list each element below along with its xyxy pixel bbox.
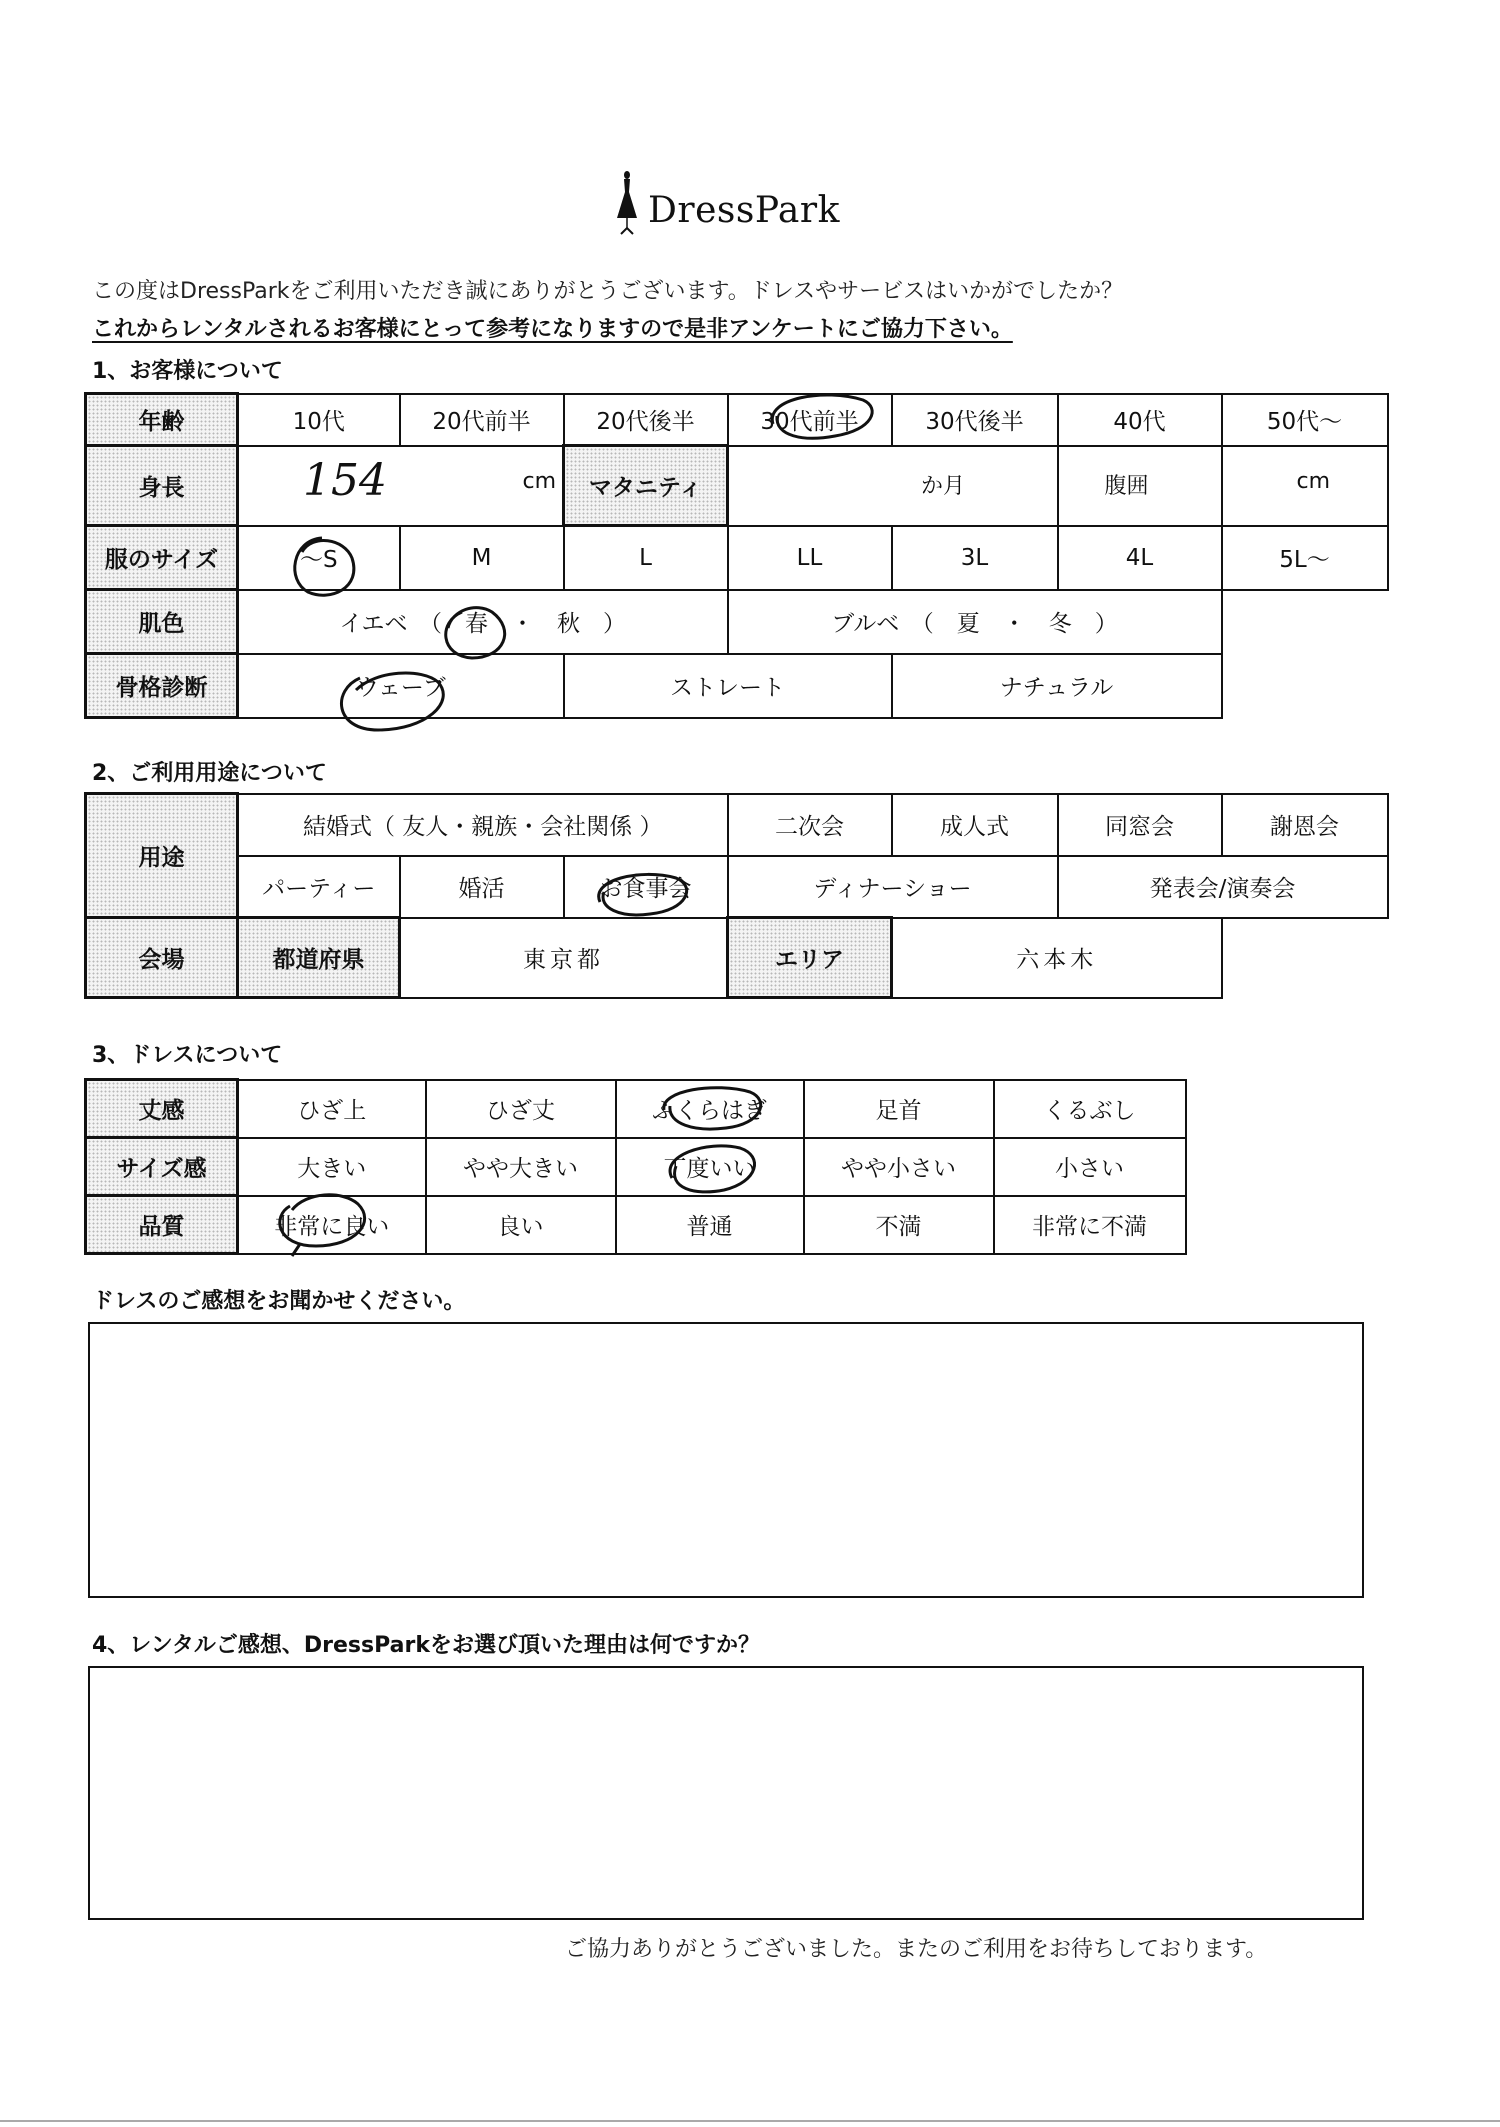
fit-option[interactable]: 大きい [238, 1138, 426, 1196]
impression-prompt: ドレスのご感想をお聞かせください。 [92, 1289, 466, 1314]
intro-greeting: この度はDressParkをご利用いただき誠にありがとうございます。ドレスやサービスはいかがでしたか？ [92, 279, 1124, 304]
maternity-month-field[interactable] [728, 446, 1058, 526]
length-label: 丈感 [86, 1080, 238, 1138]
height-field[interactable] [238, 446, 564, 526]
prefecture-label: 都道府県 [238, 918, 400, 998]
age-label: 年齢 [86, 394, 238, 446]
purpose-option[interactable]: 二次会 [728, 794, 892, 856]
skeleton-option[interactable]: ナチュラル [892, 654, 1222, 718]
scan-edge-line [0, 2120, 1500, 2122]
age-row [86, 394, 1388, 446]
purpose-option-selected[interactable]: お食事会 [564, 856, 728, 918]
quality-option[interactable]: 普通 [616, 1196, 804, 1254]
skeleton-label: 骨格診断 [86, 654, 238, 718]
waist-unit: cm [1296, 468, 1331, 494]
venue-row [86, 918, 1388, 998]
section3-title: 3、ドレスについて [92, 1043, 283, 1068]
quality-option[interactable]: 非常に不満 [994, 1196, 1186, 1254]
age-option[interactable]: 30代後半 [892, 394, 1058, 446]
month-unit: か月 [921, 473, 966, 499]
quality-option-selected[interactable]: 非常に良い [238, 1196, 426, 1254]
length-option-selected[interactable]: ふくらはぎ [616, 1080, 804, 1138]
customer-info-table [84, 392, 1389, 719]
height-value: 154 [303, 454, 387, 506]
usage-table [84, 792, 1389, 999]
quality-row [86, 1196, 1186, 1254]
size-option[interactable]: LL [728, 526, 892, 590]
skin-blue-option[interactable]: ブルベ （ 夏 ・ 冬 ） [728, 590, 1222, 654]
fit-option-selected[interactable]: 丁度いい [616, 1138, 804, 1196]
section4-title: 4、レンタルご感想、DressParkをお選び頂いた理由は何ですか？ [92, 1633, 760, 1658]
size-option[interactable]: M [400, 526, 564, 590]
height-label: 身長 [86, 446, 238, 526]
age-option[interactable]: 20代前半 [400, 394, 564, 446]
size-label: 服のサイズ [86, 526, 238, 590]
purpose-row-2 [86, 856, 1388, 918]
size-option-selected[interactable]: ～S [238, 526, 400, 590]
size-row [86, 526, 1388, 590]
height-row [86, 446, 1388, 526]
blank-cell [1222, 918, 1388, 998]
intro-request: これからレンタルされるお客様にとって参考になりますので是非アンケートにご協力下さい。 [92, 317, 1013, 342]
quality-label: 品質 [86, 1196, 238, 1254]
purpose-option[interactable]: 成人式 [892, 794, 1058, 856]
age-option[interactable]: 50代～ [1222, 394, 1388, 446]
skin-label: 肌色 [86, 590, 238, 654]
size-option[interactable]: 5L～ [1222, 526, 1388, 590]
length-option[interactable]: くるぶし [994, 1080, 1186, 1138]
skin-row [86, 590, 1388, 654]
prefecture-value[interactable]: 東京都 [400, 918, 728, 998]
section1-title: 1、お客様について [92, 359, 283, 384]
height-unit: cm [522, 468, 556, 494]
fit-label: サイズ感 [86, 1138, 238, 1196]
waist-label-cell [1058, 446, 1222, 526]
length-option[interactable]: ひざ丈 [426, 1080, 616, 1138]
size-option[interactable]: 4L [1058, 526, 1222, 590]
skeleton-row [86, 654, 1388, 718]
length-option[interactable]: 足首 [804, 1080, 994, 1138]
dress-feedback-table [84, 1078, 1187, 1255]
waist-label: 腹囲 [1104, 473, 1149, 499]
fit-row [86, 1138, 1186, 1196]
fit-option[interactable]: やや大きい [426, 1138, 616, 1196]
area-value[interactable]: 六本木 [892, 918, 1222, 998]
purpose-row-1 [86, 794, 1388, 856]
purpose-option[interactable]: 婚活 [400, 856, 564, 918]
dresspark-logo [600, 168, 900, 258]
age-option[interactable]: 10代 [238, 394, 400, 446]
impression-textarea[interactable] [88, 1322, 1364, 1598]
section2-title: 2、ご利用用途について [92, 761, 327, 786]
age-option[interactable]: 20代後半 [564, 394, 728, 446]
quality-option[interactable]: 良い [426, 1196, 616, 1254]
age-option[interactable]: 40代 [1058, 394, 1222, 446]
skeleton-option[interactable]: ストレート [564, 654, 892, 718]
size-option[interactable]: 3L [892, 526, 1058, 590]
maternity-label: マタニティ [564, 446, 728, 526]
skin-yellow-option[interactable]: イエベ （ 春 ・ 秋 ） [238, 590, 728, 654]
purpose-option[interactable]: 同窓会 [1058, 794, 1222, 856]
dress-silhouette-icon [612, 168, 642, 246]
quality-option[interactable]: 不満 [804, 1196, 994, 1254]
area-label: エリア [728, 918, 892, 998]
fit-option[interactable]: やや小さい [804, 1138, 994, 1196]
purpose-wedding[interactable]: 結婚式（ 友人・親族・会社関係 ） [238, 794, 728, 856]
age-option-selected[interactable]: 30代前半 [728, 394, 892, 446]
footer-thanks: ご協力ありがとうございました。またのご利用をお待ちしております。 [565, 1937, 1268, 1962]
fit-option[interactable]: 小さい [994, 1138, 1186, 1196]
purpose-option[interactable]: ディナーショー [728, 856, 1058, 918]
blank-cell [1222, 590, 1388, 654]
reason-textarea[interactable] [88, 1666, 1364, 1920]
length-option[interactable]: ひざ上 [238, 1080, 426, 1138]
skeleton-option-selected[interactable]: ウェーブ [238, 654, 564, 718]
size-option[interactable]: L [564, 526, 728, 590]
purpose-option[interactable]: 謝恩会 [1222, 794, 1388, 856]
purpose-label: 用途 [86, 794, 238, 918]
length-row [86, 1080, 1186, 1138]
logo-text: DressPark [648, 190, 840, 231]
purpose-option[interactable]: 発表会/演奏会 [1058, 856, 1388, 918]
waist-field[interactable] [1222, 446, 1388, 526]
purpose-option[interactable]: パーティー [238, 856, 400, 918]
venue-label: 会場 [86, 918, 238, 998]
blank-cell [1222, 654, 1388, 718]
